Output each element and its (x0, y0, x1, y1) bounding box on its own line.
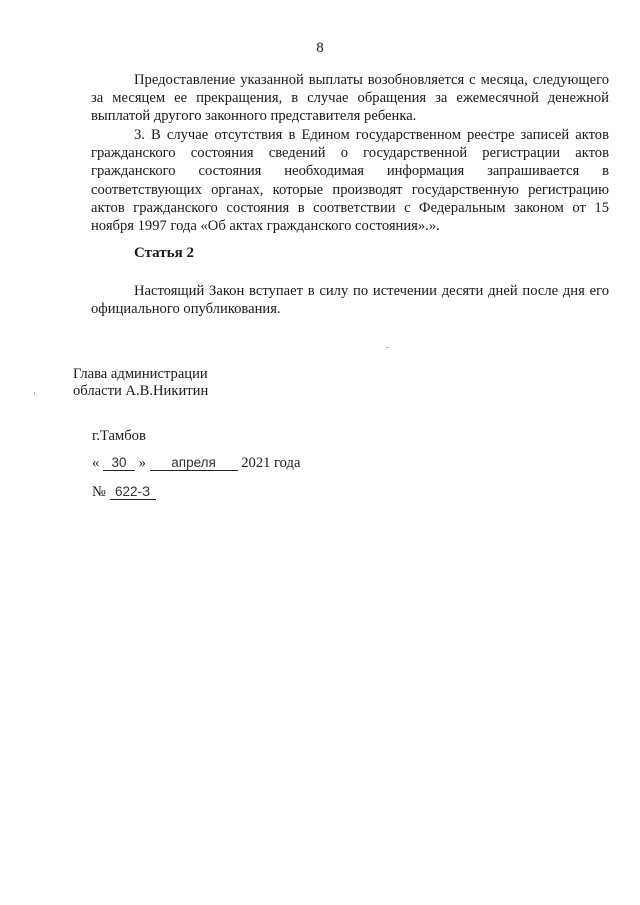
page-number: 8 (316, 40, 324, 56)
paragraph-registry (91, 126, 609, 235)
signatory-name: области А.В.Никитин (73, 383, 209, 399)
signatory-title: Глава администрации (73, 366, 208, 382)
date-day: 30 (103, 456, 135, 471)
paragraph-text: 3. В случае отсутствия в Едином государственном реестре записей актов гражданского состояния сведений о государственной регистрации актов гражданского состояния необходимая информация запрашивается в соответствующих органах, которые производят государственную регистрацию актов гражданского состояния в соответствии с Федеральным законом от 15 ноября 1997 года «Об актах гражданского состояния».». (91, 127, 609, 235)
date-month: апреля (150, 456, 238, 471)
paragraph-text: Предоставление указанной выплаты возобновляется с месяца, следующего за месяцем ее прекращения, в случае обращения за ежемесячной денежной выплатой другого законного представителя ребенка. (91, 72, 609, 125)
city: г.Тамбов (92, 428, 146, 444)
article-heading: Статья 2 (134, 245, 194, 261)
scan-speck (386, 347, 389, 348)
paragraph-effective-date (91, 282, 609, 318)
date-line (92, 455, 300, 472)
date-open-quote: « (92, 455, 100, 471)
signature-block (73, 366, 208, 400)
number-label: № (92, 484, 106, 500)
paragraph-text: Настоящий Закон вступает в силу по истечении десяти дней после дня его официального опубликования. (91, 283, 609, 318)
document-number (92, 484, 156, 501)
paragraph-renewal (91, 71, 609, 126)
scan-speck (34, 392, 35, 395)
number-value: 622-З (110, 485, 156, 500)
date-close-quote: » (138, 455, 146, 471)
date-year: 2021 года (241, 455, 301, 471)
